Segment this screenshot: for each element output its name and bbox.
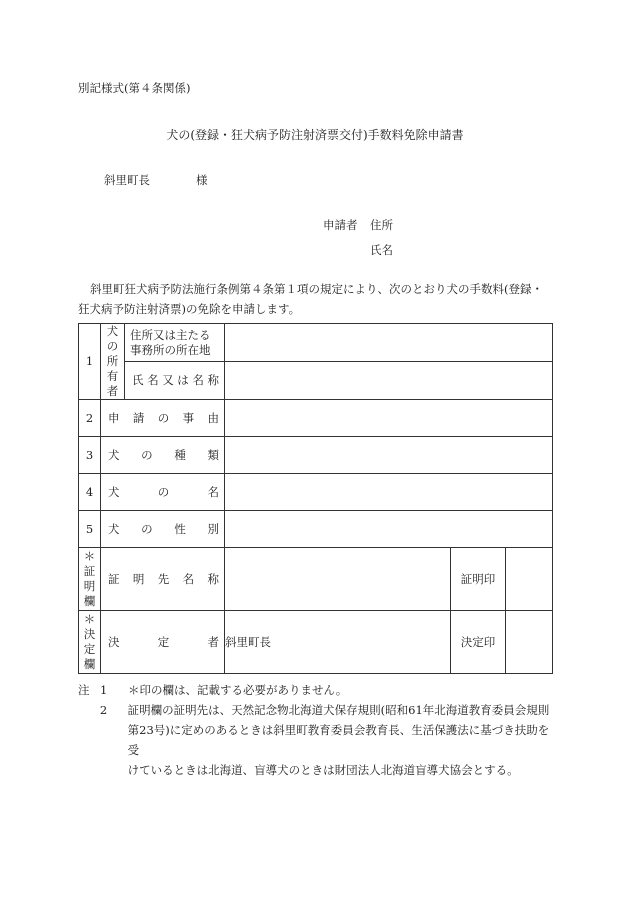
row-number-3: 3 bbox=[79, 437, 101, 474]
owner-name-label: 氏 名 又 は 名 称 bbox=[125, 362, 225, 400]
notes bbox=[78, 680, 558, 780]
applicant-address-label: 住所 bbox=[370, 218, 393, 232]
owner-address-field[interactable] bbox=[225, 324, 553, 362]
decision-maker-value: 斜里町長 bbox=[225, 611, 451, 674]
addressee-name: 斜里町長 bbox=[104, 173, 150, 187]
dog-name-field[interactable] bbox=[225, 474, 553, 511]
sex-label: 犬 の 性 別 bbox=[101, 511, 225, 548]
owner-address-label: 住所又は主たる 事務所の所在地 bbox=[125, 324, 225, 362]
addressee-honorific: 様 bbox=[196, 173, 208, 187]
application-table bbox=[78, 323, 553, 674]
owner-group-label: 犬 の 所 有 者 bbox=[101, 324, 125, 400]
form-id: 別記様式(第４条関係) bbox=[78, 81, 191, 95]
cert-seal-label: 証明印 bbox=[451, 548, 506, 611]
reason-field[interactable] bbox=[225, 400, 553, 437]
row-number-1: 1 bbox=[79, 324, 101, 400]
row-number-4: 4 bbox=[79, 474, 101, 511]
cert-name-field[interactable] bbox=[225, 548, 451, 611]
breed-field[interactable] bbox=[225, 437, 553, 474]
cert-seal-field[interactable] bbox=[506, 548, 553, 611]
note-text-1: ＊印の欄は、記載する必要がありません。 bbox=[128, 683, 348, 697]
reason-label: 申 請 の 事 由 bbox=[101, 400, 225, 437]
breed-label: 犬 の 種 類 bbox=[101, 437, 225, 474]
decision-seal-field[interactable] bbox=[506, 611, 553, 674]
decision-section-label: ＊ 決 定 欄 bbox=[79, 611, 101, 674]
owner-name-field[interactable] bbox=[225, 362, 553, 400]
applicant-label: 申請者 bbox=[323, 218, 358, 232]
dog-name-label: 犬 の 名 bbox=[101, 474, 225, 511]
note-text-2: 証明欄の証明先は、天然記念物北海道犬保存規則(昭和61年北海道教育委員会規則 第23号)に定めのあるときは斜里町教育委員会教育長、生活保護法に基づき扶助を受 けているときは北海道、盲導犬のときは財団法人北海道盲導犬協会とする。 bbox=[127, 703, 550, 777]
applicant-name-label: 氏名 bbox=[370, 243, 393, 257]
note-number-1: 1 bbox=[100, 683, 108, 697]
decision-maker-label: 決 定 者 bbox=[101, 611, 225, 674]
note-number-2: 2 bbox=[99, 703, 108, 717]
decision-seal-label: 決定印 bbox=[451, 611, 506, 674]
cert-name-label: 証 明 先 名 称 bbox=[101, 548, 225, 611]
form-title: 犬の(登録・狂犬病予防注射済票交付)手数料免除申請書 bbox=[166, 128, 464, 142]
sex-field[interactable] bbox=[225, 511, 553, 548]
row-number-2: 2 bbox=[79, 400, 101, 437]
intro-text: 斜里町狂犬病予防法施行条例第４条第１項の規定により、次のとおり犬の手数料(登録・狂犬病予防注射済票)の免除を申請します。 bbox=[78, 282, 543, 316]
cert-section-label: ＊ 証 明 欄 bbox=[79, 548, 101, 611]
notes-label: 注 bbox=[78, 683, 90, 697]
row-number-5: 5 bbox=[79, 511, 101, 548]
